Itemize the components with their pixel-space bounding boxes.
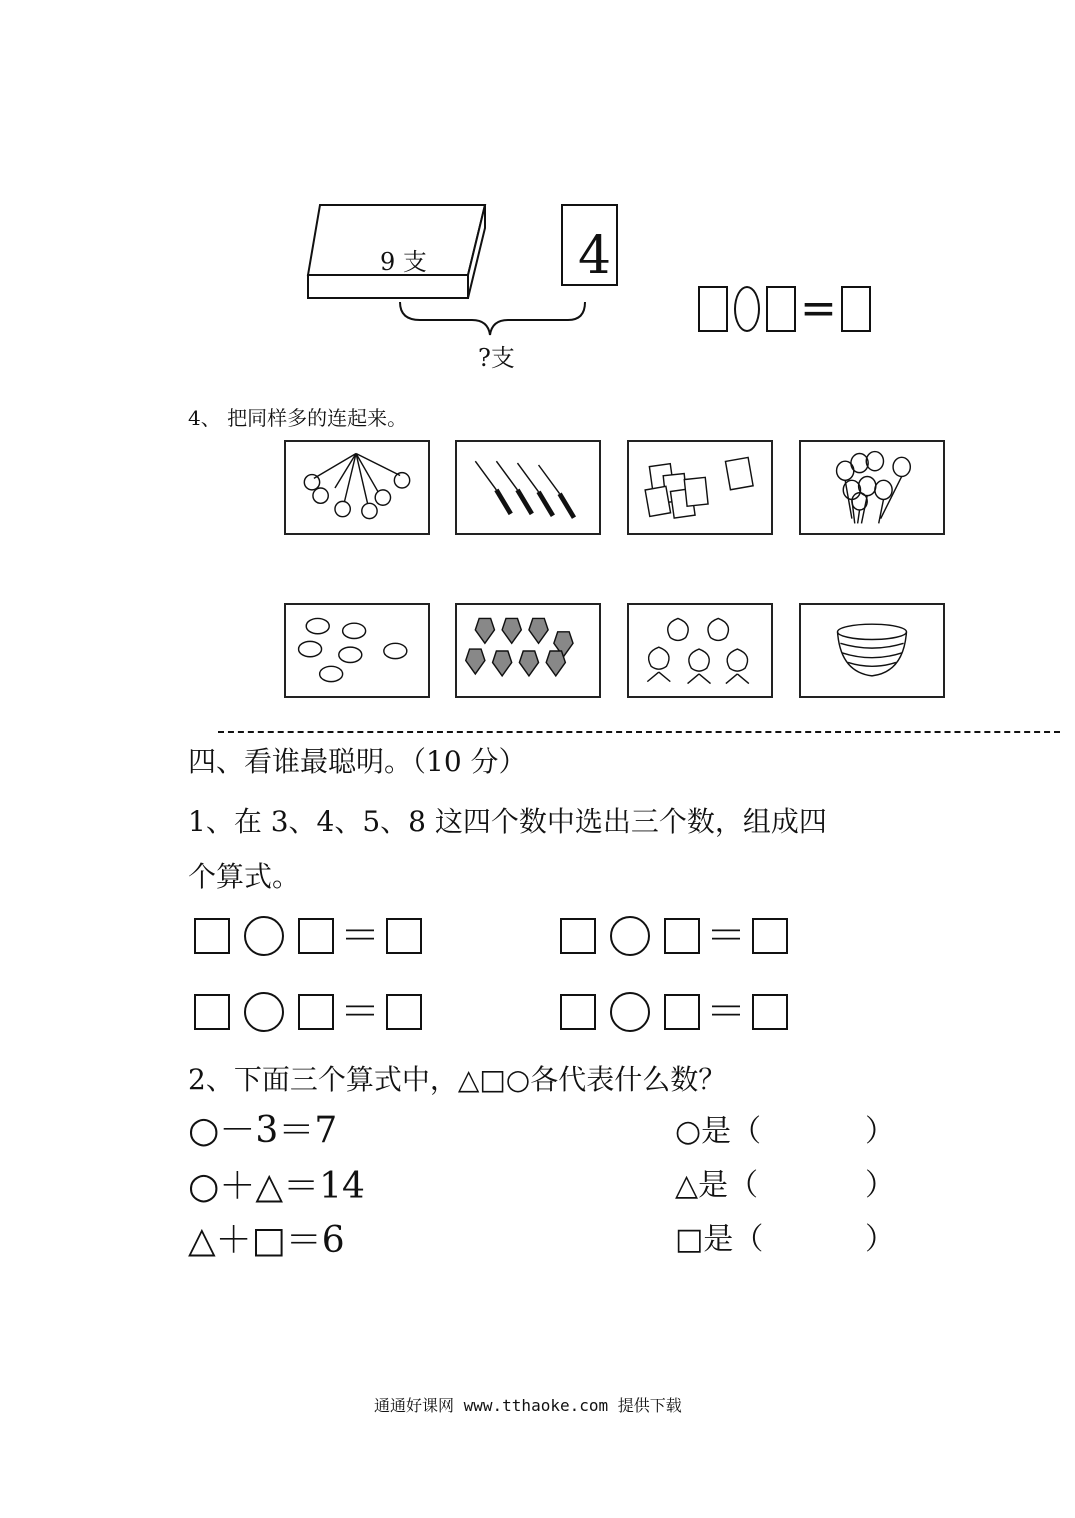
cherries-picture[interactable] bbox=[284, 440, 430, 535]
strawberries-picture[interactable] bbox=[455, 603, 601, 698]
answer-triangle-label: △是（ bbox=[675, 1168, 759, 1203]
answer-box[interactable] bbox=[298, 918, 334, 954]
operator-circle[interactable] bbox=[244, 992, 284, 1032]
answer-box[interactable] bbox=[752, 994, 788, 1030]
answer-box[interactable] bbox=[298, 994, 334, 1030]
q2-title: 2、下面三个算式中，△□○各代表什么数？ bbox=[188, 1063, 727, 1096]
operator-oval[interactable] bbox=[734, 286, 760, 332]
operator-circle[interactable] bbox=[610, 992, 650, 1032]
answer-box[interactable] bbox=[664, 994, 700, 1030]
answer-box[interactable] bbox=[386, 918, 422, 954]
footer-text: 通通好课网 www.tthaoke.com 提供下载 bbox=[374, 1396, 682, 1415]
answer-box[interactable] bbox=[664, 918, 700, 954]
answer-box[interactable] bbox=[194, 994, 230, 1030]
answer-box[interactable] bbox=[560, 994, 596, 1030]
figure-equation bbox=[698, 283, 871, 334]
equation-row bbox=[560, 913, 788, 959]
box-label: 9 支 bbox=[380, 248, 427, 276]
equation-row bbox=[194, 989, 422, 1035]
flowers-picture[interactable] bbox=[284, 603, 430, 698]
bowl-picture[interactable] bbox=[799, 603, 945, 698]
equals-sign: ＝ bbox=[706, 989, 746, 1035]
answer-square-label: □是（ bbox=[675, 1222, 764, 1257]
equals-sign: ＝ bbox=[340, 989, 380, 1035]
card-number: 4 bbox=[578, 226, 612, 286]
brace-label: ?支 bbox=[478, 344, 515, 372]
close-paren: ） bbox=[865, 1168, 895, 1203]
answer-box[interactable] bbox=[752, 918, 788, 954]
section-title: 四、看谁最聪明。（10 分） bbox=[188, 745, 527, 778]
answer-box[interactable] bbox=[560, 918, 596, 954]
equals-sign: = bbox=[800, 283, 837, 334]
knives-picture[interactable] bbox=[455, 440, 601, 535]
operator-circle[interactable] bbox=[244, 916, 284, 956]
balloons-picture[interactable] bbox=[799, 440, 945, 535]
answer-box[interactable] bbox=[766, 286, 796, 332]
q1-line1: 1、在 3、4、5、8 这四个数中选出三个数，组成四 bbox=[188, 805, 827, 838]
equals-sign: ＝ bbox=[706, 913, 746, 959]
answer-box[interactable] bbox=[386, 994, 422, 1030]
books-picture[interactable] bbox=[627, 440, 773, 535]
peaches-picture[interactable] bbox=[627, 603, 773, 698]
equation-1: ○－3＝7 bbox=[188, 1110, 338, 1151]
q1-line2: 个算式。 bbox=[188, 860, 301, 893]
close-paren: ） bbox=[865, 1222, 895, 1257]
section-divider bbox=[218, 731, 1060, 733]
answer-circle-label: ○是（ bbox=[675, 1114, 762, 1149]
operator-circle[interactable] bbox=[610, 916, 650, 956]
equation-row bbox=[560, 989, 788, 1035]
answer-box[interactable] bbox=[194, 918, 230, 954]
equation-row bbox=[194, 913, 422, 959]
equation-3: △＋□＝6 bbox=[188, 1220, 345, 1261]
equation-2: ○＋△＝14 bbox=[188, 1166, 365, 1207]
q4-title: 4、 把同样多的连起来。 bbox=[188, 406, 408, 430]
answer-box[interactable] bbox=[841, 286, 871, 332]
equals-sign: ＝ bbox=[340, 913, 380, 959]
answer-box[interactable] bbox=[698, 286, 728, 332]
close-paren: ） bbox=[865, 1114, 895, 1149]
